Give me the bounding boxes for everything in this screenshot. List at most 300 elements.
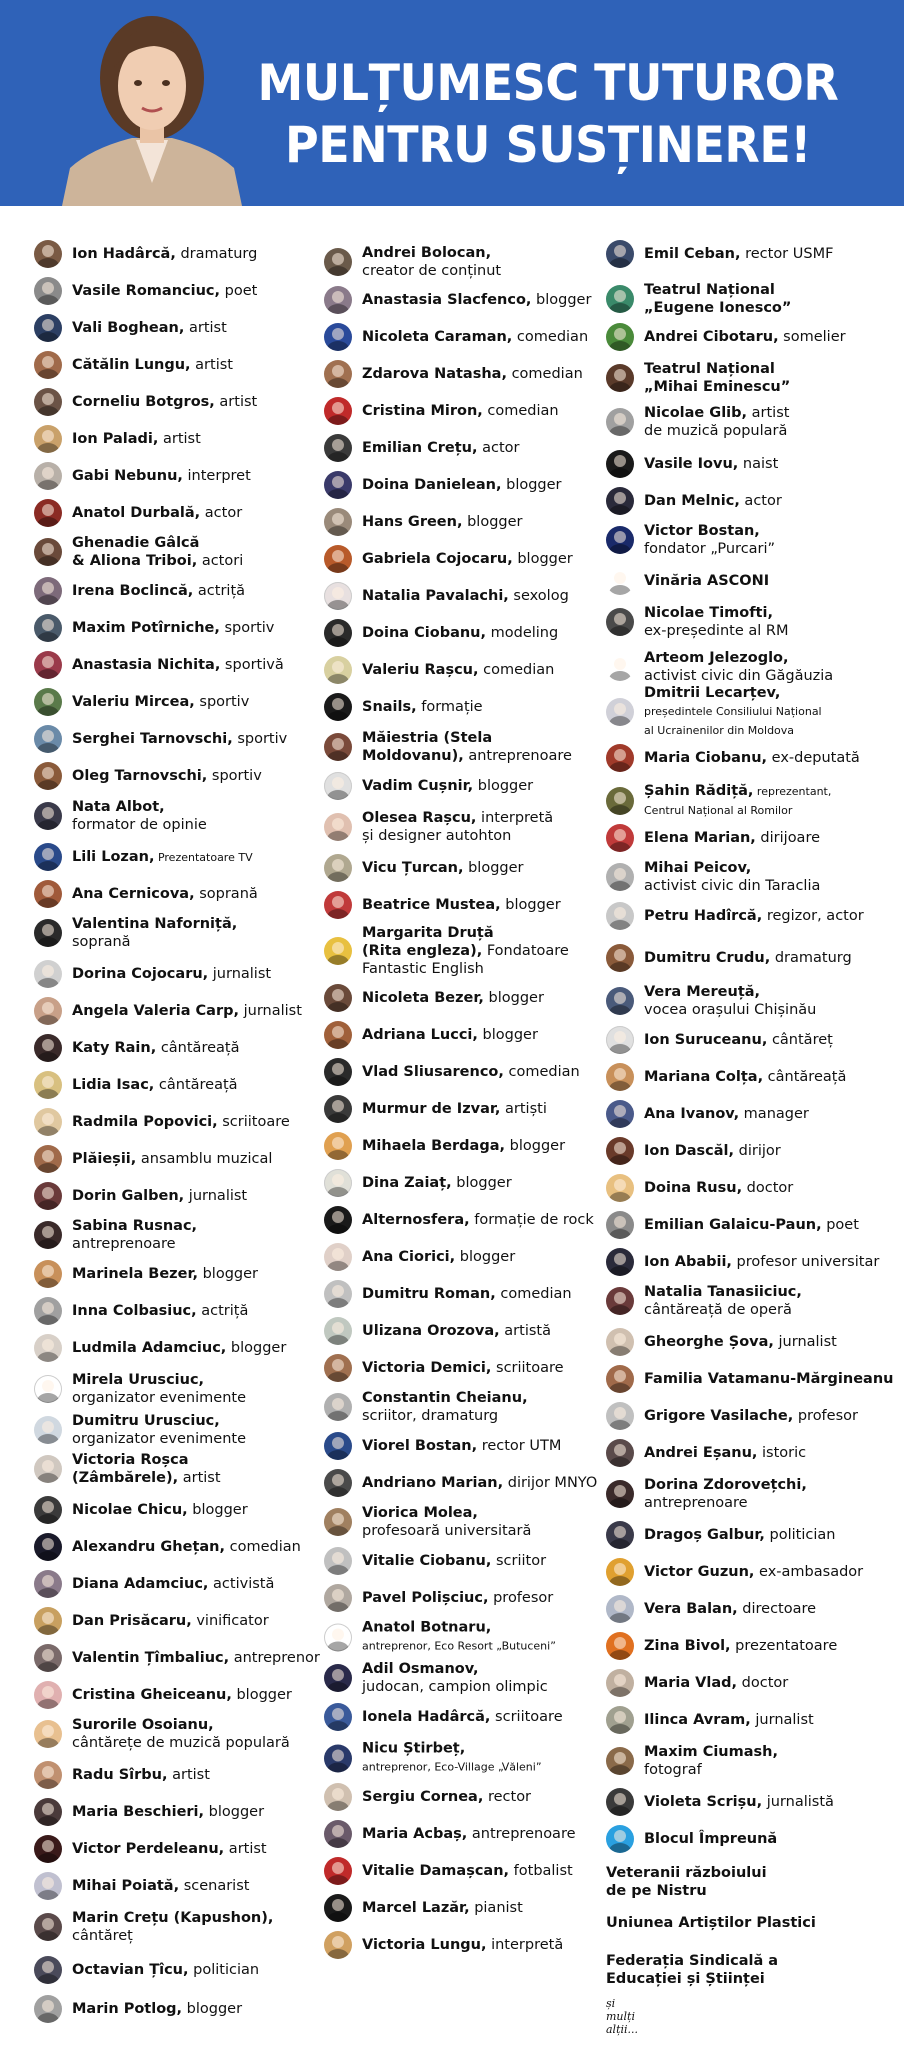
- avatar: [34, 1034, 62, 1062]
- person-role: blogger: [462, 514, 523, 530]
- person-name: Uniunea Artiștilor Plastici: [606, 1915, 816, 1931]
- avatar: [34, 762, 62, 790]
- item-text: [644, 1068, 846, 1086]
- avatar: [34, 651, 62, 679]
- person-role: modeling: [486, 625, 559, 641]
- avatar: [606, 902, 634, 930]
- list-item: [606, 1743, 778, 1779]
- person-role: Fondatoare: [482, 943, 569, 959]
- list-item: [606, 1248, 879, 1276]
- list-item: [324, 1280, 572, 1308]
- person-name: Snails,: [362, 699, 417, 715]
- item-text: [72, 693, 249, 711]
- person-role: fotbalist: [509, 1863, 573, 1879]
- person-name: Dumitru Crudu,: [644, 950, 771, 966]
- avatar: [606, 526, 634, 554]
- list-item: [324, 1857, 573, 1885]
- person-role: actor: [477, 440, 520, 456]
- list-item: [606, 824, 820, 852]
- person-name: Federația Sindicală a: [606, 1953, 779, 1969]
- list-item: [34, 425, 201, 453]
- person-name-line2: de pe Nistru: [606, 1883, 707, 1899]
- person-role-line2: fondator „Purcari”: [644, 541, 776, 557]
- person-role-line2: ex-președinte al RM: [644, 623, 789, 639]
- person-role-line2: organizator evenimente: [72, 1431, 246, 1447]
- person-name: Ghenadie Gâlcă: [72, 535, 200, 551]
- item-text: [362, 1788, 531, 1806]
- person-name: Nicoleta Caraman,: [362, 329, 513, 345]
- list-item: [34, 997, 302, 1025]
- avatar: [606, 1788, 634, 1816]
- person-role: blogger: [187, 1502, 248, 1518]
- person-role: blogger: [473, 778, 534, 794]
- person-role: artist: [747, 405, 790, 421]
- person-role-line2: organizator evenimente: [72, 1390, 246, 1406]
- person-name: Dragoș Galbur,: [644, 1527, 765, 1543]
- person-name: Victoria Demici,: [362, 1360, 492, 1376]
- person-role: jurnalist: [773, 1334, 837, 1350]
- person-name: Maxim Ciumash,: [644, 1744, 778, 1760]
- item-text: [72, 1501, 248, 1519]
- item-text: [362, 365, 583, 383]
- person-role: jurnalist: [239, 1003, 302, 1019]
- avatar: [34, 577, 62, 605]
- avatar: [34, 1644, 62, 1672]
- list-item: [34, 614, 274, 642]
- person-role: blogger: [463, 860, 524, 876]
- avatar: [606, 1632, 634, 1660]
- person-name: Vali Boghean,: [72, 320, 185, 336]
- avatar: [606, 863, 634, 891]
- person-name: Doina Ciobanu,: [362, 625, 487, 641]
- item-text: [362, 1825, 576, 1843]
- list-item: [324, 1660, 548, 1696]
- person-name: Corneliu Botgros,: [72, 394, 215, 410]
- list-item: [34, 1995, 242, 2023]
- list-item: [34, 1297, 248, 1325]
- person-name: Radu Sîrbu,: [72, 1767, 168, 1783]
- person-role: blogger: [204, 1804, 265, 1820]
- person-role: soprană: [194, 886, 258, 902]
- item-text: [72, 245, 257, 263]
- person-role: ex-ambasador: [754, 1564, 864, 1580]
- avatar: [34, 1455, 62, 1483]
- item-text: [362, 896, 561, 914]
- item-text: [362, 989, 544, 1007]
- person-name: Vasile Romanciuc,: [72, 283, 221, 299]
- person-name: Dan Prisăcaru,: [72, 1613, 192, 1629]
- avatar: [34, 351, 62, 379]
- person-name: Ion Ababii,: [644, 1254, 732, 1270]
- item-text: [362, 291, 591, 309]
- person-name: Margarita Druță: [362, 925, 494, 941]
- person-role-line2: activist civic din Găgăuzia: [644, 668, 834, 684]
- list-item: [324, 545, 573, 573]
- person-name: Valeriu Rașcu,: [362, 662, 479, 678]
- person-name: Hans Green,: [362, 514, 463, 530]
- person-name: Victor Bostan,: [644, 523, 760, 539]
- list-item: [606, 782, 831, 820]
- item-text: [72, 1803, 264, 1821]
- thanks-list: [0, 206, 904, 2048]
- avatar: [34, 499, 62, 527]
- person-name: Octavian Țîcu,: [72, 1962, 189, 1978]
- list-item: [606, 522, 775, 558]
- person-name: Emil Ceban,: [644, 246, 741, 262]
- item-text: [362, 698, 483, 716]
- item-text: [362, 476, 562, 494]
- person-role: poet: [220, 283, 258, 299]
- item-text: [72, 915, 237, 951]
- avatar: [606, 1174, 634, 1202]
- avatar: [606, 1248, 634, 1276]
- avatar: [324, 1432, 352, 1460]
- person-role: actriță: [196, 1303, 249, 1319]
- list-item: [34, 1108, 290, 1136]
- avatar: [34, 919, 62, 947]
- list-item: [34, 1182, 247, 1210]
- list-item: [324, 729, 572, 765]
- item-text: [644, 1283, 802, 1319]
- person-role-line2: cântăreț: [72, 1928, 133, 1944]
- list-item: [34, 880, 258, 908]
- avatar: [606, 408, 634, 436]
- list-item: [34, 1145, 272, 1173]
- item-text: [644, 1370, 893, 1388]
- list-item: [34, 762, 262, 790]
- item-text: [606, 1952, 778, 1988]
- person-role: antreprenoare: [467, 1826, 576, 1842]
- person-role: comedian: [482, 403, 559, 419]
- person-role-line2: antreprenoare: [72, 1236, 176, 1252]
- person-role: antreprenor: [229, 1650, 320, 1666]
- avatar: [606, 1137, 634, 1165]
- list-item: [34, 462, 251, 490]
- item-text: [644, 404, 789, 440]
- person-role: interpret: [182, 468, 251, 484]
- person-role-line2: fotograf: [644, 1762, 702, 1778]
- avatar: [34, 240, 62, 268]
- avatar: [34, 1071, 62, 1099]
- avatar: [324, 360, 352, 388]
- item-text: [72, 1113, 290, 1131]
- avatar: [324, 693, 352, 721]
- person-role: artist: [214, 394, 258, 410]
- avatar: [324, 1508, 352, 1536]
- person-name: Andrei Eșanu,: [644, 1445, 758, 1461]
- person-name: Dumitru Roman,: [362, 1286, 496, 1302]
- list-item: [34, 1217, 197, 1253]
- avatar: [606, 364, 634, 392]
- person-name: Olesea Rașcu,: [362, 810, 477, 826]
- person-name: Diana Adamciuc,: [72, 1576, 209, 1592]
- item-text: [362, 1504, 531, 1540]
- avatar: [34, 1835, 62, 1863]
- avatar: [34, 880, 62, 908]
- person-name: Petru Hadîrcă,: [644, 908, 763, 924]
- list-item: [324, 1389, 528, 1425]
- person-name: Serghei Tarnovschi,: [72, 731, 233, 747]
- person-name-line2: „Eugene Ionesco”: [644, 300, 792, 316]
- person-name: Nicoleta Bezer,: [362, 990, 484, 1006]
- avatar: [324, 772, 352, 800]
- list-item: [34, 1835, 267, 1863]
- person-name: Mihaela Berdaga,: [362, 1138, 506, 1154]
- person-role: sportiv: [207, 768, 262, 784]
- person-name: Vinăria ASCONI: [644, 573, 770, 589]
- person-role: formație: [416, 699, 483, 715]
- item-text: [72, 1961, 259, 1979]
- item-text: [72, 1302, 248, 1320]
- person-role: profesor: [488, 1590, 554, 1606]
- person-name: Ion Paladi,: [72, 431, 159, 447]
- item-text: [72, 1076, 238, 1094]
- person-role: dirijor MNYO: [503, 1475, 598, 1491]
- list-item: [34, 351, 233, 379]
- person-name: Mihai Poiată,: [72, 1878, 180, 1894]
- person-role: artist: [184, 320, 227, 336]
- avatar: [606, 1211, 634, 1239]
- list-item: [34, 1334, 286, 1362]
- person-name: Marin Crețu (Kapushon),: [72, 1910, 274, 1926]
- list-item: [34, 960, 271, 988]
- list-item: [606, 1669, 788, 1697]
- person-name: Beatrice Mustea,: [362, 897, 501, 913]
- person-name: Maria Vlad,: [644, 1675, 738, 1691]
- item-text: [644, 749, 860, 767]
- list-item: [606, 323, 846, 351]
- person-name: Ion Suruceanu,: [644, 1032, 768, 1048]
- item-text: [362, 1740, 542, 1777]
- person-role: comedian: [478, 662, 555, 678]
- avatar: [324, 1744, 352, 1772]
- item-text: [72, 430, 201, 448]
- person-role-line3: al Ucrainenilor din Moldova: [644, 724, 795, 737]
- person-name: Blocul Împreună: [644, 1831, 778, 1847]
- avatar: [34, 1720, 62, 1748]
- item-text: [362, 1063, 580, 1081]
- item-text: [362, 1660, 548, 1696]
- item-text: [72, 1371, 246, 1407]
- list-item: [324, 1783, 531, 1811]
- item-text: [644, 859, 820, 895]
- item-text: [362, 777, 533, 795]
- list-item: [34, 1644, 320, 1672]
- list-item: [606, 1283, 802, 1319]
- avatar: [324, 1280, 352, 1308]
- person-role: blogger: [505, 1138, 566, 1154]
- person-role: interpretă: [486, 1937, 564, 1953]
- person-name: Gabriela Cojocaru,: [362, 551, 513, 567]
- item-text: [72, 1716, 290, 1752]
- avatar: [324, 1703, 352, 1731]
- person-name: Andrei Cibotaru,: [644, 329, 779, 345]
- item-text: [72, 767, 262, 785]
- list-item: [606, 1402, 858, 1430]
- person-role: blogger: [197, 1266, 258, 1282]
- list-item: [606, 649, 833, 685]
- list-item: [34, 1570, 274, 1598]
- person-name: Andriano Marian,: [362, 1475, 504, 1491]
- avatar: [606, 1063, 634, 1091]
- item-text: [362, 1708, 563, 1726]
- avatar: [324, 891, 352, 919]
- person-name: Maria Beschieri,: [72, 1804, 205, 1820]
- avatar: [324, 1783, 352, 1811]
- person-role: rector: [483, 1789, 532, 1805]
- list-item: [606, 404, 789, 440]
- person-name: Sergiu Cornea,: [362, 1789, 484, 1805]
- list-item: [606, 1595, 816, 1623]
- list-item: [606, 1211, 859, 1239]
- list-item: [606, 1063, 846, 1091]
- item-text: [644, 983, 816, 1019]
- title-line-1: MULȚUMESC TUTUROR: [257, 54, 838, 112]
- avatar: [606, 1558, 634, 1586]
- item-text: [362, 859, 524, 877]
- item-text: [72, 1187, 247, 1205]
- list-item: [606, 744, 860, 772]
- list-item: [324, 397, 559, 425]
- person-role: actori: [197, 553, 244, 569]
- item-text: [72, 656, 284, 674]
- avatar: [34, 1375, 62, 1403]
- item-text: [72, 1265, 258, 1283]
- list-item: [606, 1914, 816, 1932]
- avatar: [606, 1825, 634, 1853]
- avatar: [324, 1857, 352, 1885]
- item-text: [362, 1474, 597, 1492]
- person-role: blogger: [226, 1340, 287, 1356]
- avatar: [606, 1595, 634, 1623]
- list-item: [324, 1820, 576, 1848]
- item-text: [644, 522, 775, 558]
- item-text: [72, 1002, 302, 1020]
- avatar: [324, 1623, 352, 1651]
- list-item: [324, 286, 591, 314]
- person-role: blogger: [477, 1027, 538, 1043]
- list-item: [34, 1798, 264, 1826]
- avatar: [324, 323, 352, 351]
- item-text: [362, 1359, 564, 1377]
- avatar: [34, 1496, 62, 1524]
- avatar: [34, 1913, 62, 1941]
- avatar: [324, 813, 352, 841]
- avatar: [606, 787, 634, 815]
- person-role: antreprenoare: [463, 748, 572, 764]
- person-name: Anastasia Nichita,: [72, 657, 221, 673]
- avatar: [606, 450, 634, 478]
- person-role: scriitor: [491, 1553, 547, 1569]
- item-text: [72, 2000, 242, 2018]
- person-role: activistă: [208, 1576, 275, 1592]
- avatar: [324, 545, 352, 573]
- list-item: [606, 902, 864, 930]
- person-role-line2: judocan, campion olimpic: [362, 1679, 548, 1695]
- list-item: [606, 983, 816, 1019]
- person-name: Dorina Cojocaru,: [72, 966, 209, 982]
- list-item: [34, 577, 245, 605]
- list-item: [324, 1432, 561, 1460]
- item-text: [644, 1674, 788, 1692]
- list-item: [324, 619, 558, 647]
- person-name: Nicolae Chicu,: [72, 1502, 188, 1518]
- person-role: naist: [738, 456, 779, 472]
- avatar: [606, 1669, 634, 1697]
- avatar: [324, 1206, 352, 1234]
- person-role: blogger: [483, 990, 544, 1006]
- person-name: Katy Rain,: [72, 1040, 157, 1056]
- item-text: [362, 1899, 523, 1917]
- list-item: [34, 651, 284, 679]
- person-name: Zina Bivol,: [644, 1638, 731, 1654]
- avatar: [34, 538, 62, 566]
- avatar: [34, 997, 62, 1025]
- item-text: [362, 439, 519, 457]
- item-text: [644, 604, 788, 640]
- item-text: [362, 328, 588, 346]
- item-text: [362, 1285, 572, 1303]
- avatar: [324, 733, 352, 761]
- item-text: [72, 730, 287, 748]
- avatar: [606, 240, 634, 268]
- item-text: [362, 624, 558, 642]
- person-role: cântăreț: [767, 1032, 833, 1048]
- person-name: Vera Balan,: [644, 1601, 738, 1617]
- person-role: formație de rock: [469, 1212, 594, 1228]
- person-name: Zdarova Natasha,: [362, 366, 507, 382]
- list-item: [34, 388, 257, 416]
- person-name: Ana Ivanov,: [644, 1106, 740, 1122]
- list-item: [606, 281, 791, 317]
- item-text: [606, 1914, 816, 1932]
- avatar: [324, 1894, 352, 1922]
- list-item: [324, 244, 501, 280]
- avatar: [34, 1221, 62, 1249]
- list-item: [324, 1243, 515, 1271]
- item-text: [644, 829, 820, 847]
- item-text: [72, 534, 243, 570]
- item-text: [72, 1766, 210, 1784]
- list-item: [606, 487, 782, 515]
- avatar: [606, 1402, 634, 1430]
- person-name: Dumitru Urusciuc,: [72, 1413, 220, 1429]
- item-text: [72, 885, 258, 903]
- list-item: [324, 1317, 551, 1345]
- item-text: [362, 1026, 538, 1044]
- list-item: [324, 1547, 546, 1575]
- avatar: [606, 1521, 634, 1549]
- person-role: ansamblu muzical: [136, 1151, 273, 1167]
- person-name-line2: Moldovanu),: [362, 748, 464, 764]
- avatar: [324, 984, 352, 1012]
- item-text: [72, 1339, 286, 1357]
- person-role: doctor: [737, 1675, 789, 1691]
- list-item: [324, 924, 569, 978]
- item-text: [362, 1211, 594, 1229]
- avatar: [606, 1328, 634, 1356]
- list-item: [606, 567, 769, 595]
- person-role-line2: președintele Consiliului Național: [644, 705, 822, 718]
- list-item: [324, 854, 524, 882]
- person-role: blogger: [451, 1175, 512, 1191]
- item-text: [362, 1174, 512, 1192]
- person-role: rector UTM: [477, 1438, 562, 1454]
- avatar: [324, 1393, 352, 1421]
- person-role-line2: formator de opinie: [72, 817, 207, 833]
- item-text: [72, 1412, 246, 1448]
- person-name: Natalia Pavalachi,: [362, 588, 509, 604]
